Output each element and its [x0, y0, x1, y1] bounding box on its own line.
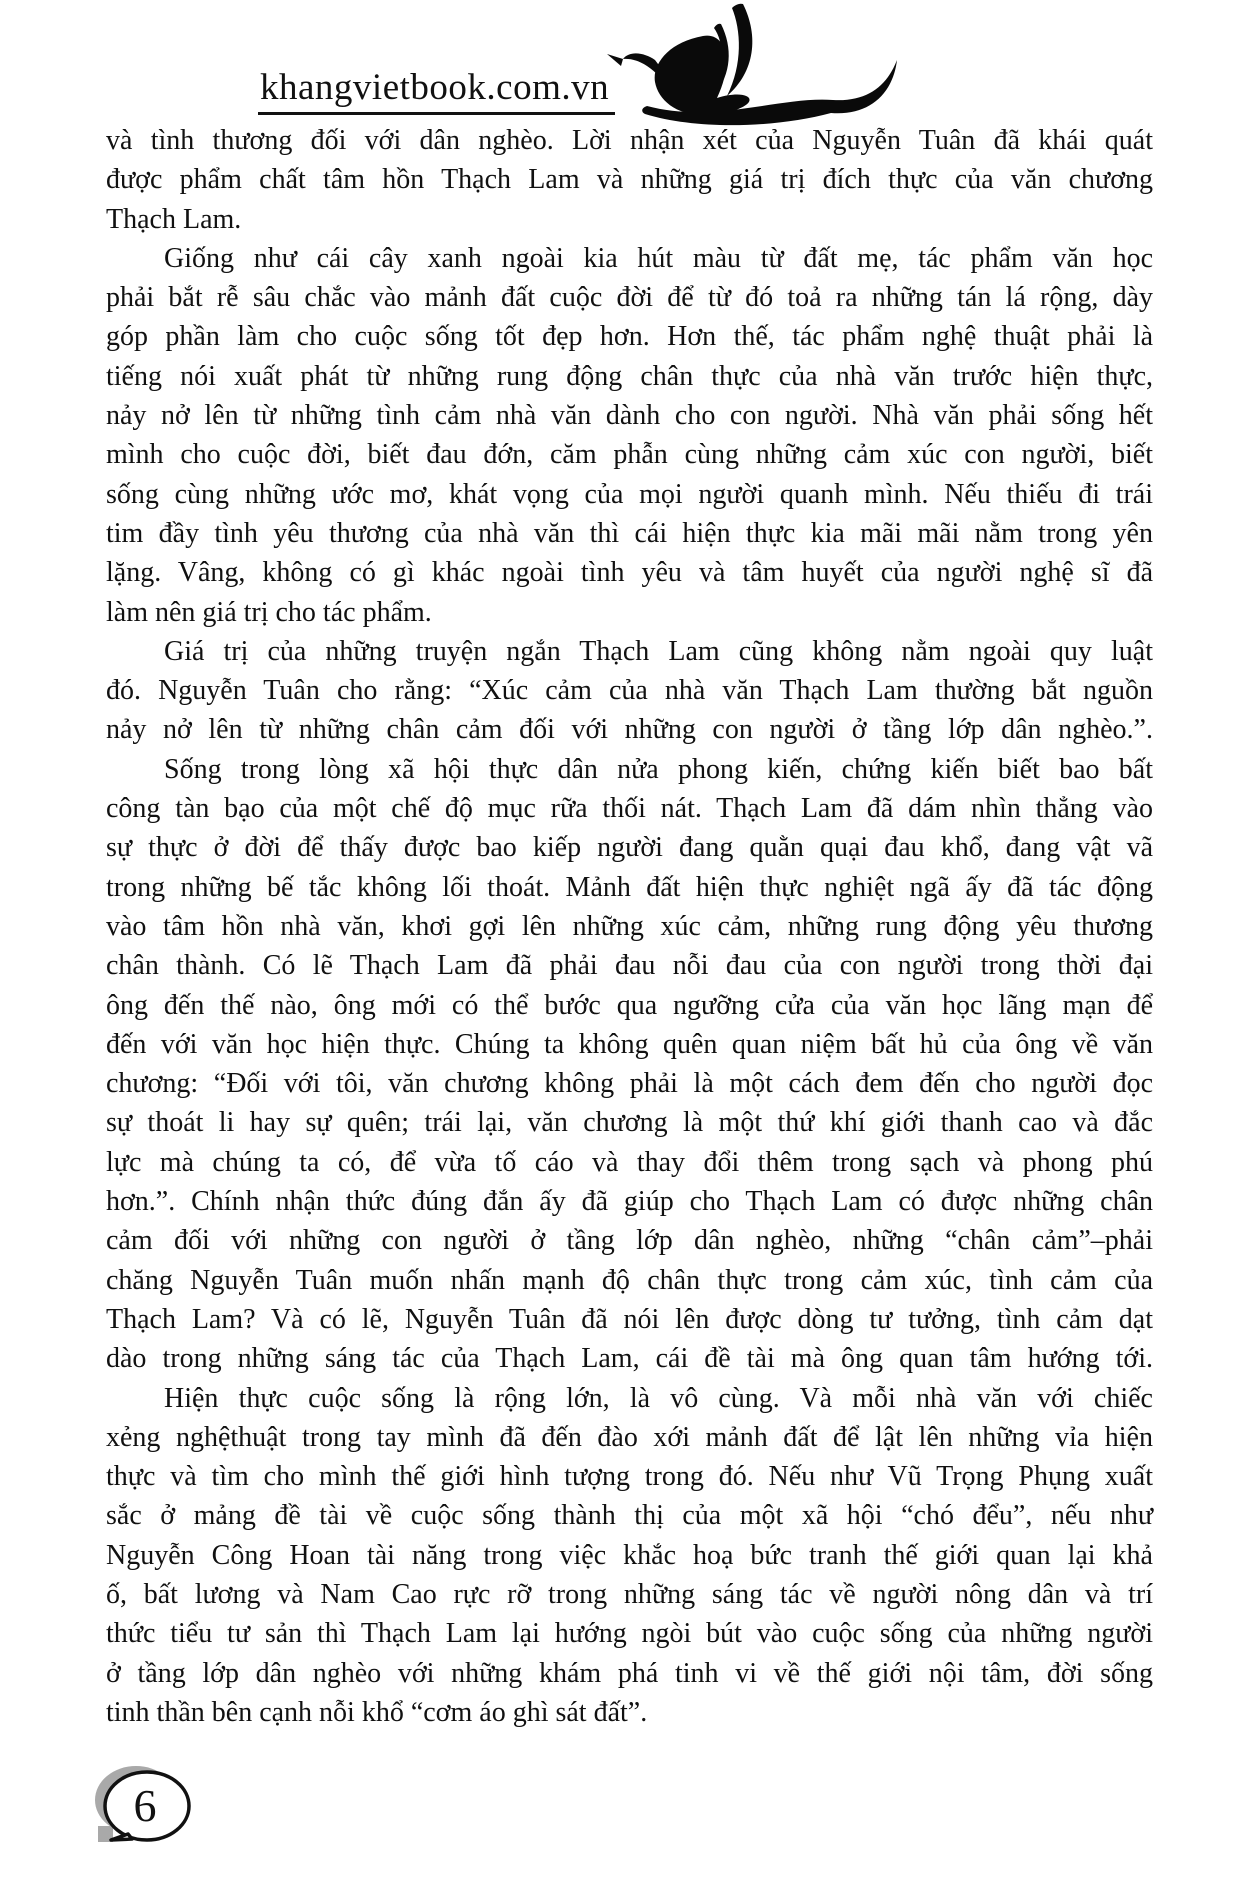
text-line: Giống như cái cây xanh ngoài kia hút màu từ đất mẹ, tác phẩm văn học	[164, 242, 1153, 274]
text-line: và tình thương đối với dân nghèo. Lời nhận xét của Nguyễn Tuân đã khái quát	[106, 125, 1153, 156]
text-line: nảy nở lên từ những tình cảm nhà văn dành cho con người. Nhà văn phải sống hết	[106, 400, 1153, 432]
text-line: ông đến thế nào, ông mới có thể bước qua ngưỡng cửa của văn học lãng mạn để	[106, 989, 1153, 1021]
publisher-site-text: khangvietbook.com.vn	[258, 68, 615, 115]
text-line: dào trong những sáng tác của Thạch Lam, cái đề tài mà ông quan tâm hướng tới.	[106, 1343, 1153, 1375]
text-line: tiếng nói xuất phát từ những rung động chân thực của nhà văn trước hiện thực,	[106, 360, 1153, 392]
text-line: Sống trong lòng xã hội thực dân nửa phong kiến, chứng kiến biết bao bất	[164, 753, 1153, 785]
text-line: hơn.”. Chính nhận thức đúng đắn ấy đã giúp cho Thạch Lam có được những chân	[106, 1186, 1153, 1218]
text-line: chân thành. Có lẽ Thạch Lam đã phải đau nỗi đau của con người trong thời đại	[106, 950, 1153, 982]
text-line: nảy nở lên từ những chân cảm đối với những con người ở tầng lớp dân nghèo.”.	[106, 714, 1153, 746]
text-line: vào tâm hồn nhà văn, khơi gợi lên những xúc cảm, những rung động yêu thương	[106, 910, 1153, 942]
page-number-badge	[88, 1758, 208, 1858]
text-line: làm nên giá trị cho tác phẩm.	[106, 596, 432, 628]
text-line: Thạch Lam.	[106, 203, 242, 235]
text-line: Giá trị của những truyện ngắn Thạch Lam cũng không nằm ngoài quy luật	[164, 635, 1153, 667]
text-line: được phẩm chất tâm hồn Thạch Lam và những giá trị đích thực của văn chương	[106, 164, 1153, 196]
page-header	[0, 0, 1260, 130]
text-line: phải bắt rễ sâu chắc vào mảnh đất cuộc đời để từ đó toả ra những tán lá rộng, dày	[106, 282, 1153, 314]
text-line: Thạch Lam? Và có lẽ, Nguyễn Tuân đã nói lên được dòng tư tưởng, tình cảm dạt	[106, 1303, 1153, 1335]
text-line: công tàn bạo của một chế độ mục rữa thối nát. Thạch Lam đã dám nhìn thẳng vào	[106, 793, 1153, 825]
text-line: lặng. Vâng, không có gì khác ngoài tình yêu và tâm huyết của người nghệ sĩ đã	[106, 557, 1153, 589]
text-line: đó. Nguyễn Tuân cho rằng: “Xúc cảm của nhà văn Thạch Lam thường bắt nguồn	[106, 675, 1153, 707]
text-line: trong những bế tắc không lối thoát. Mảnh đất hiện thực nghiệt ngã ấy đã tác động	[106, 871, 1153, 903]
text-line: chăng Nguyễn Tuân muốn nhấn mạnh độ chân thực trong cảm xúc, tình cảm của	[106, 1264, 1153, 1296]
text-line: tinh thần bên cạnh nỗi khổ “cơm áo ghì sát đất”.	[106, 1696, 648, 1728]
text-line: thức tiểu tư sản thì Thạch Lam lại hướng ngòi bút vào cuộc sống của những người	[106, 1618, 1153, 1650]
text-line: sắc ở mảng đề tài về cuộc sống thành thị của một xã hội “chó đểu”, nếu như	[106, 1500, 1153, 1532]
text-line: sống cùng những ước mơ, khát vọng của mọi người quanh mình. Nếu thiếu đi trái	[106, 478, 1153, 510]
text-line: chương: “Đối với tôi, văn chương không phải là một cách đem đến cho người đọc	[106, 1068, 1153, 1100]
text-line: góp phần làm cho cuộc sống tốt đẹp hơn. Hơn thế, tác phẩm nghệ thuật phải là	[106, 321, 1153, 353]
text-line: lực mà chúng ta có, để vừa tố cáo và thay đổi thêm trong sạch và phong phú	[106, 1146, 1153, 1178]
text-line: tim đầy tình yêu thương của nhà văn thì cái hiện thực kia mãi mãi nằm trong yên	[106, 517, 1153, 549]
text-line: sự thoát li hay sự quên; trái lại, văn chương là một thứ khí giới thanh cao và đắc	[106, 1107, 1153, 1139]
text-line: đến với văn học hiện thực. Chúng ta không quên quan niệm bất hủ của ông về văn	[106, 1028, 1153, 1060]
text-line: xẻng nghệthuật trong tay mình đã đến đào xới mảnh đất để lật lên những vỉa hiện	[106, 1421, 1153, 1453]
text-line: Nguyễn Công Hoan tài năng trong việc khắc hoạ bức tranh thế giới quan lại khả	[106, 1539, 1153, 1571]
text-line: sự thực ở đời để thấy được bao kiếp người đang quằn quại đau khổ, đang vật vã	[106, 832, 1153, 864]
text-line: ố, bất lương và Nam Cao rực rỡ trong những sáng tác về người nông dân và trí	[106, 1578, 1153, 1610]
swan-swoosh-logo-icon	[535, 2, 905, 128]
text-line: Hiện thực cuộc sống là rộng lớn, là vô cùng. Và mỗi nhà văn với chiếc	[164, 1382, 1153, 1414]
text-line: mình cho cuộc đời, biết đau đớn, căm phẫn cùng những cảm xúc con người, biết	[106, 439, 1153, 471]
page-number: 6	[133, 1780, 157, 1831]
text-line: cảm đối với những con người ở tầng lớp dân nghèo, những “chân cảm”–phải	[106, 1225, 1153, 1257]
text-line: thực và tìm cho mình thế giới hình tượng trong đó. Nếu như Vũ Trọng Phụng xuất	[106, 1461, 1153, 1493]
page-body-text	[106, 121, 1153, 1732]
text-line: ở tầng lớp dân nghèo với những khám phá tinh vi về thế giới nội tâm, đời sống	[106, 1657, 1153, 1689]
